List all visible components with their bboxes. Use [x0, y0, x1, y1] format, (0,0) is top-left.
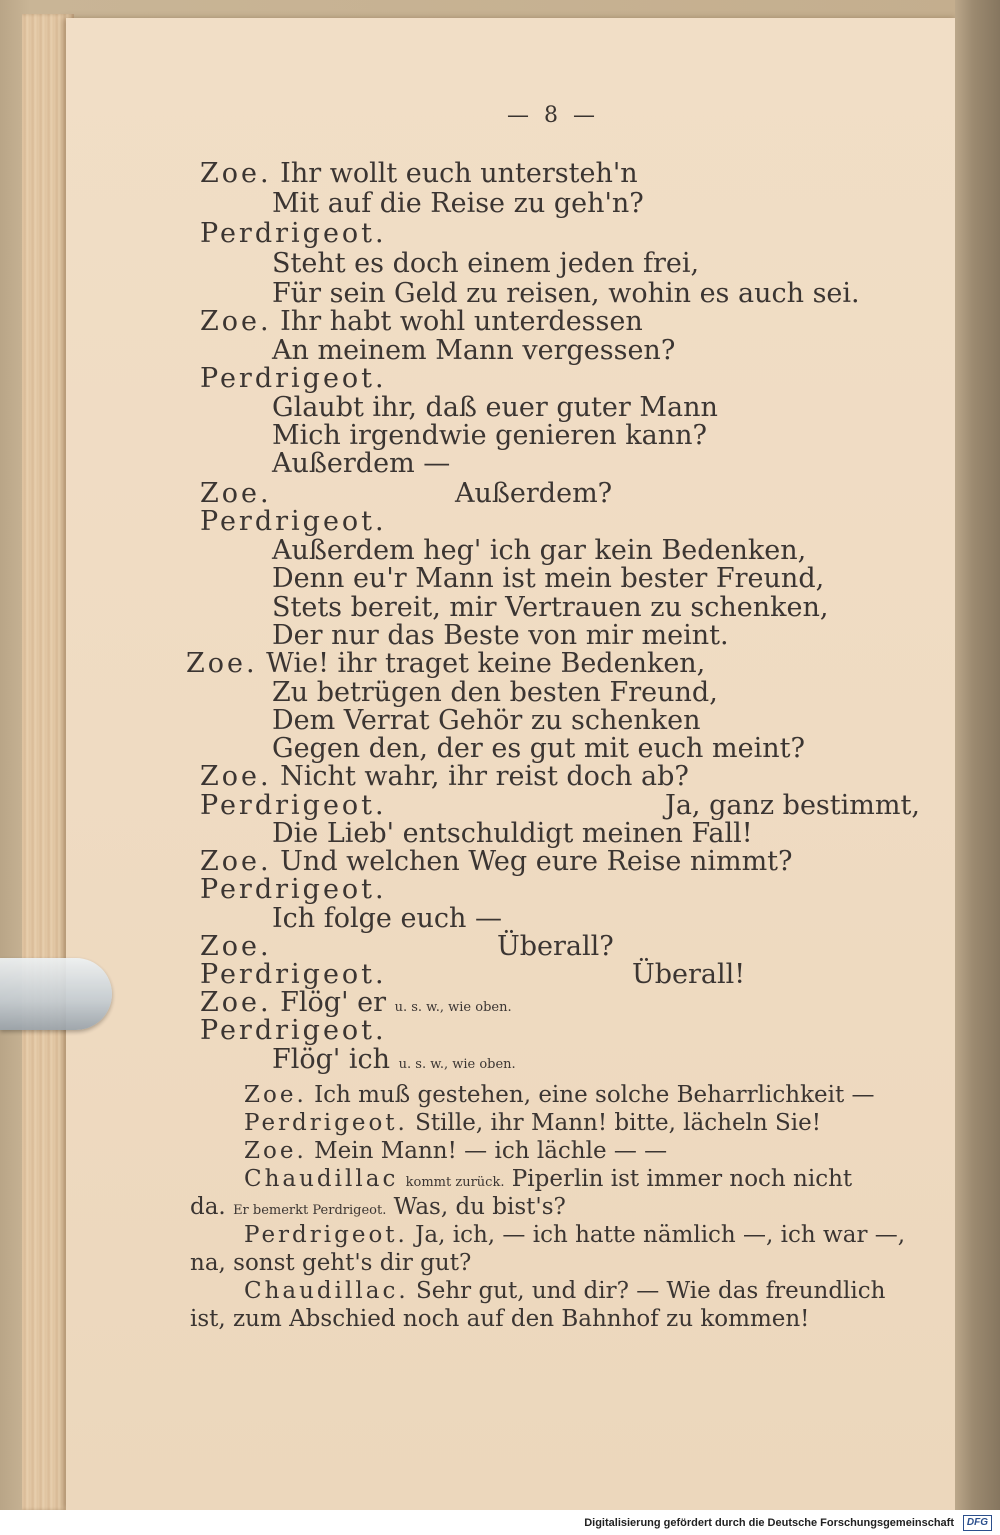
prose-line: Perdrigeot. Stille, ihr Mann! bitte, lächeln Sie!	[244, 1110, 822, 1136]
dialogue-line: Flög' ich u. s. w., wie oben.	[272, 1044, 516, 1075]
speaker-line: Zoe.	[200, 931, 272, 962]
dialogue-line: Dem Verrat Gehör zu schenken	[272, 705, 701, 736]
dialogue-line: Außerdem?	[455, 478, 613, 509]
prose-line: Zoe. Ich muß gestehen, eine solche Beharrlichkeit —	[244, 1082, 875, 1108]
dialogue-line: Zoe. Wie! ihr traget keine Bedenken,	[186, 648, 706, 679]
dialogue-line: Mich irgendwie genieren kann?	[272, 420, 707, 451]
speaker-line: Perdrigeot.	[200, 506, 387, 537]
speaker-line: Perdrigeot.	[200, 790, 387, 821]
speaker-line: Perdrigeot.	[200, 363, 387, 394]
dialogue-line: Ich folge euch —	[272, 903, 502, 934]
speaker-line: Perdrigeot.	[200, 1015, 387, 1046]
dialogue-line: Für sein Geld zu reisen, wohin es auch sei.	[272, 278, 860, 309]
dialogue-line: Stets bereit, mir Vertrauen zu schenken,	[272, 592, 829, 623]
speaker-line: Perdrigeot.	[200, 218, 387, 249]
speaker-line: Zoe.	[200, 478, 272, 509]
prose-line: ist, zum Abschied noch auf den Bahnhof zu kommen!	[190, 1306, 810, 1332]
funding-notice: Digitalisierung gefördert durch die Deutsche Forschungsgemeinschaft	[584, 1517, 954, 1529]
dialogue-line: Zoe. Flög' er u. s. w., wie oben.	[200, 987, 512, 1018]
prose-line: Chaudillac kommt zurück. Piperlin ist immer noch nicht	[244, 1166, 853, 1192]
speaker-line: Perdrigeot.	[200, 959, 387, 990]
dialogue-line: Zoe. Nicht wahr, ihr reist doch ab?	[200, 761, 689, 792]
dialogue-line: Überall!	[632, 959, 746, 990]
dialogue-line: Zoe. Ihr habt wohl unterdessen	[200, 306, 643, 337]
dialogue-line: Außerdem heg' ich gar kein Bedenken,	[272, 535, 807, 566]
prose-line: Perdrigeot. Ja, ich, — ich hatte nämlich —, ich war —,	[244, 1222, 906, 1248]
prose-line: Chaudillac. Sehr gut, und dir? — Wie das freundlich	[244, 1278, 886, 1304]
scanner-clip	[0, 958, 112, 1030]
dialogue-line: Der nur das Beste von mir meint.	[272, 620, 729, 651]
dialogue-line: Gegen den, der es gut mit euch meint?	[272, 733, 805, 764]
dialogue-line: Steht es doch einem jeden frei,	[272, 248, 700, 279]
speaker-line: Perdrigeot.	[200, 874, 387, 905]
book-cover-edge	[955, 0, 1000, 1510]
dialogue-line: Die Lieb' entschuldigt meinen Fall!	[272, 818, 753, 849]
page-number: — 8 —	[507, 103, 599, 128]
dialogue-line: Denn eu'r Mann ist mein bester Freund,	[272, 563, 825, 594]
dialogue-line: Zoe. Ihr wollt euch untersteh'n	[200, 158, 638, 189]
dialogue-line: An meinem Mann vergessen?	[272, 335, 676, 366]
dfg-logo: DFG	[963, 1515, 992, 1531]
dialogue-line: Außerdem —	[272, 448, 451, 479]
prose-line: Zoe. Mein Mann! — ich lächle — —	[244, 1138, 668, 1164]
dialogue-line: Zoe. Und welchen Weg eure Reise nimmt?	[200, 846, 793, 877]
dialogue-line: Zu betrügen den besten Freund,	[272, 677, 718, 708]
dialogue-line: Glaubt ihr, daß euer guter Mann	[272, 392, 718, 423]
prose-line: da. Er bemerkt Perdrigeot. Was, du bist's?	[190, 1194, 566, 1220]
prose-line: na, sonst geht's dir gut?	[190, 1250, 472, 1276]
dialogue-line: Ja, ganz bestimmt,	[665, 790, 920, 821]
dialogue-line: Überall?	[497, 931, 614, 962]
dialogue-line: Mit auf die Reise zu geh'n?	[272, 188, 644, 219]
